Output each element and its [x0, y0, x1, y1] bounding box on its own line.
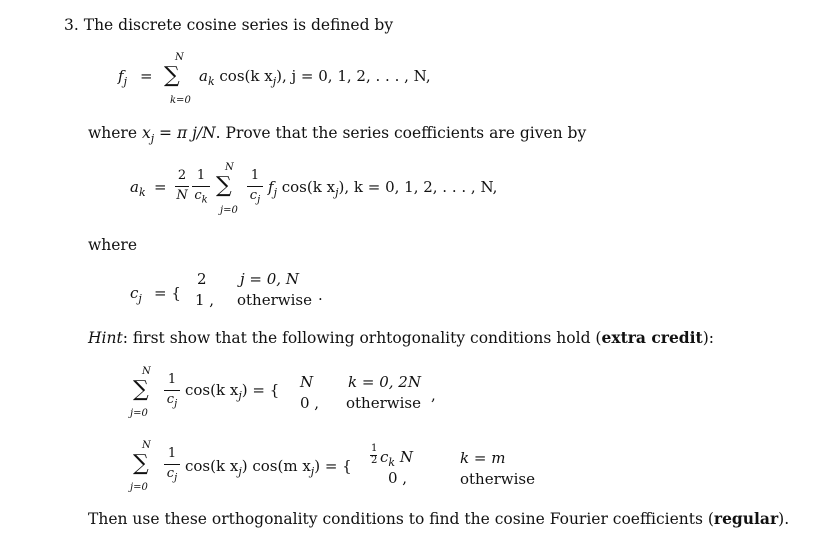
eq4-condition-1: k = 0, 2N	[348, 373, 421, 391]
eq4-frac-num: 1	[167, 372, 177, 387]
eq1-body: $a_k$ cos(k $x_j$), j = 0, 1, 2, . . . , N,	[199, 67, 431, 88]
xj-symbol: x	[141, 124, 151, 142]
eq2-frac2-num: 1	[196, 168, 206, 183]
eq5-frac-num: 1	[167, 446, 177, 461]
eq1-equals: =	[140, 67, 153, 85]
prove-text: . Prove that the series coefficients are given by	[215, 124, 587, 142]
final-line	[88, 509, 789, 528]
regular-text: regular	[713, 509, 779, 528]
hint-line	[88, 328, 714, 347]
eq4-comma: ,	[431, 386, 436, 404]
eq5-value-1: $c_k$ N	[380, 448, 413, 469]
eq2-frac3-den: $c_j$	[249, 188, 261, 206]
eq3-value-1: 2	[197, 270, 207, 288]
hint-close: ):	[702, 329, 714, 347]
eq5-frac-den: $c_j$	[166, 466, 178, 484]
eq3-condition-2: otherwise	[237, 291, 312, 309]
eq2-frac3-bar	[247, 186, 263, 187]
hint-label: Hint	[88, 329, 123, 347]
eq5-frac-bar	[164, 464, 180, 465]
eq2-body: $f_j$ cos(k $x_j$), k = 0, 1, 2, . . . , N,	[268, 178, 498, 199]
eq1-sigma: ∑	[164, 63, 180, 88]
eq4-sum-top: N	[142, 366, 151, 377]
eq5-sigma: ∑	[133, 451, 149, 476]
eq2-frac2-bar	[192, 186, 210, 187]
eq5-sum-bottom: j=0	[130, 482, 148, 493]
problem-number: 3.	[64, 16, 79, 34]
eq2-sum-top: N	[225, 162, 234, 173]
eq3-period: .	[318, 286, 323, 304]
eq5-value-2: 0 ,	[388, 469, 408, 487]
eq4-condition-2: otherwise	[346, 394, 421, 412]
eq2-sum-bottom: j=0	[220, 205, 238, 216]
eq3-value-2: 1 ,	[195, 291, 215, 309]
eq4-value-2: 0 ,	[300, 394, 320, 412]
eq2-lhs: $a_k$	[130, 178, 146, 199]
eq4-frac-bar	[164, 390, 180, 391]
eq4-sigma: ∑	[133, 377, 149, 402]
where-label: where	[88, 236, 138, 254]
eq3-lhs: $c_j$	[130, 284, 142, 305]
final-text: Then use these orthogonality conditions to find the cosine Fourier coefficients (	[88, 510, 714, 528]
eq4-value-1: N	[300, 373, 314, 391]
final-close: ).	[778, 510, 790, 528]
eq2-frac1-num: 2	[177, 168, 187, 183]
eq1-sum-top: N	[175, 52, 184, 63]
where-text: where	[88, 124, 142, 142]
eq2-equals: =	[154, 178, 167, 196]
eq4-sum-bottom: j=0	[130, 408, 148, 419]
eq2-sigma: ∑	[216, 173, 232, 198]
extra-credit-text: extra credit	[601, 328, 703, 347]
eq4-body: cos(k $x_j$) = {	[185, 381, 280, 402]
eq5-condition-1: k = m	[460, 449, 506, 467]
problem-intro: The discrete cosine series is defined by	[83, 16, 394, 34]
eq2-frac3-num: 1	[250, 168, 260, 183]
eq3-condition-1: j = 0, N	[240, 270, 299, 288]
eq1-sum-bottom: k=0	[170, 95, 191, 106]
eq1-lhs: $f_j$	[118, 67, 127, 88]
eq5-body: cos(k $x_j$) cos(m $x_j$) = {	[185, 457, 352, 478]
eq2-frac1-bar	[175, 186, 189, 187]
xj-sub: j	[150, 132, 155, 146]
eq2-frac1-den: N	[176, 188, 188, 203]
eq4-frac-den: $c_j$	[166, 392, 178, 410]
eq2-frac2-den: $c_k$	[194, 188, 208, 206]
eq5-half-num: 1	[371, 443, 378, 454]
xj-definition-line	[88, 124, 586, 145]
problem-intro-line	[64, 16, 393, 34]
hint-text: : first show that the following orhtogonality conditions hold (	[122, 329, 602, 347]
eq3-equals-brace: = {	[154, 284, 181, 302]
eq5-half-den: 2	[371, 455, 378, 466]
eq5-condition-2: otherwise	[460, 470, 535, 488]
eq5-sum-top: N	[142, 440, 151, 451]
xj-rhs: = π j/N	[154, 124, 216, 142]
